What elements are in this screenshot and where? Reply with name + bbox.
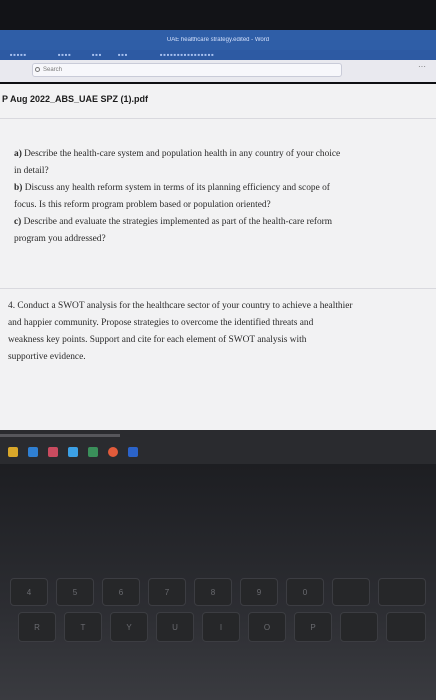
question-line: supportive evidence. xyxy=(8,352,86,362)
file-explorer-icon[interactable] xyxy=(8,447,18,457)
search-icon xyxy=(35,67,40,72)
question-line xyxy=(14,146,434,163)
question-line xyxy=(14,214,434,231)
divider xyxy=(0,288,436,289)
window-title: UAE healthcare strategy.edited - Word xyxy=(166,37,270,43)
question-line xyxy=(14,180,434,197)
keyboard-key: Y xyxy=(110,612,148,642)
taskbar xyxy=(0,430,436,464)
keyboard-key: R xyxy=(18,612,56,642)
question-line: 4. Conduct a SWOT analysis for the healthcare sector of your country to achieve a healthier xyxy=(8,301,353,311)
keyboard-key: O xyxy=(248,612,286,642)
monitor-bezel xyxy=(0,0,436,30)
divider xyxy=(0,118,436,119)
question-line: in detail? xyxy=(14,166,49,176)
question-line: focus. Is this reform program problem based or population oriented? xyxy=(14,200,271,210)
more-options-icon[interactable]: ··· xyxy=(418,62,426,71)
question-a-block xyxy=(14,146,434,248)
keyboard-key xyxy=(340,612,378,642)
keyboard-key: 6 xyxy=(102,578,140,606)
keyboard-key: 4 xyxy=(10,578,48,606)
question-label: b) xyxy=(14,183,23,193)
app-icon[interactable] xyxy=(88,447,98,457)
keyboard-key: 7 xyxy=(148,578,186,606)
chrome-icon[interactable] xyxy=(108,447,118,457)
taskbar-divider xyxy=(0,434,120,437)
keyboard-key: U xyxy=(156,612,194,642)
ribbon-bar[interactable]: ■■■■■ ■■■■ ■■■ ■■■ ■■■■■■■■■■■■■■■■ xyxy=(0,50,436,60)
question-text: Describe and evaluate the strategies implemented as part of the health-care reform xyxy=(21,217,333,227)
question-line: weakness key points. Support and cite for each element of SWOT analysis with xyxy=(8,335,307,345)
keyboard-key xyxy=(386,612,426,642)
question-label: c) xyxy=(14,217,22,227)
keyboard-key: I xyxy=(202,612,240,642)
question-text: Describe the health-care system and population health in any country of your choice xyxy=(21,149,341,159)
keyboard-key: T xyxy=(64,612,102,642)
question-line: and happier community. Propose strategies to overcome the identified threats and xyxy=(8,318,314,328)
question-line: program you addressed? xyxy=(14,234,106,244)
question-text: Discuss any health reform system in terms of its planning efficiency and scope of xyxy=(22,183,330,193)
question-4-block xyxy=(8,298,428,366)
store-icon[interactable] xyxy=(28,447,38,457)
keyboard xyxy=(0,560,436,700)
keyboard-key: 5 xyxy=(56,578,94,606)
edge-icon[interactable] xyxy=(68,447,78,457)
keyboard-key xyxy=(332,578,370,606)
question-label: a) xyxy=(14,149,22,159)
document-filename: P Aug 2022_ABS_UAE SPZ (1).pdf xyxy=(2,94,149,104)
word-title-bar xyxy=(0,30,436,50)
keyboard-key: 8 xyxy=(194,578,232,606)
keyboard-key: 0 xyxy=(286,578,324,606)
search-placeholder: Search xyxy=(43,67,63,73)
document-viewer xyxy=(0,84,436,430)
search-input[interactable] xyxy=(32,63,342,77)
keyboard-key: P xyxy=(294,612,332,642)
keyboard-key: 9 xyxy=(240,578,278,606)
keyboard-key xyxy=(378,578,426,606)
word-icon[interactable] xyxy=(128,447,138,457)
mail-icon[interactable] xyxy=(48,447,58,457)
